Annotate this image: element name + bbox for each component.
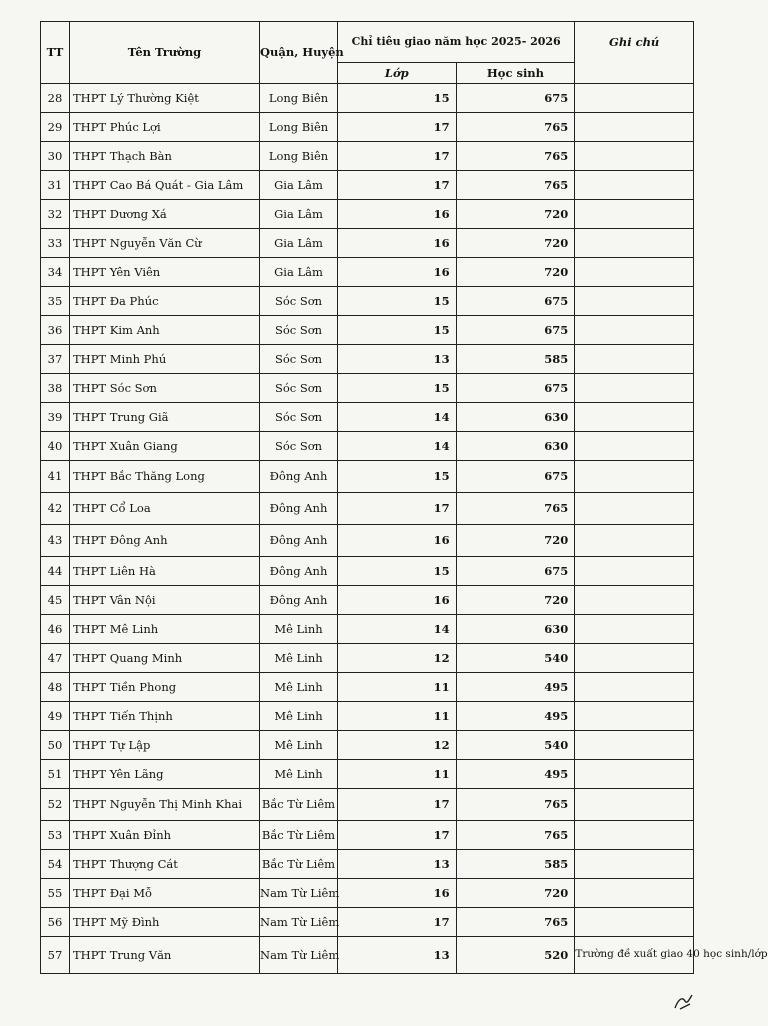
note	[575, 615, 694, 644]
school-name: THPT Kim Anh	[70, 316, 260, 345]
district: Gia Lâm	[260, 171, 338, 200]
row-number: 39	[41, 403, 70, 432]
table-row	[41, 461, 694, 493]
note	[575, 84, 694, 113]
district: Sóc Sơn	[260, 403, 338, 432]
note	[575, 821, 694, 850]
row-number: 29	[41, 113, 70, 142]
table-row	[41, 258, 694, 287]
row-number: 38	[41, 374, 70, 403]
note	[575, 525, 694, 557]
district: Long Biên	[260, 142, 338, 171]
table-row	[41, 908, 694, 937]
note	[575, 258, 694, 287]
note	[575, 586, 694, 615]
student-count: 720	[456, 229, 575, 258]
student-count: 495	[456, 702, 575, 731]
class-count: 13	[338, 345, 457, 374]
table-row	[41, 789, 694, 821]
table-row	[41, 171, 694, 200]
student-count: 765	[456, 789, 575, 821]
table-row	[41, 760, 694, 789]
school-name: THPT Dương Xá	[70, 200, 260, 229]
row-number: 57	[41, 937, 70, 974]
table-row	[41, 731, 694, 760]
student-count: 765	[456, 142, 575, 171]
student-count: 720	[456, 879, 575, 908]
table-body	[41, 84, 768, 974]
school-name: THPT Yên Viên	[70, 258, 260, 287]
class-count: 17	[338, 493, 457, 525]
header-classes: Lớp	[338, 63, 457, 84]
school-name: THPT Minh Phú	[70, 345, 260, 374]
table-row	[41, 403, 694, 432]
table-row	[41, 374, 694, 403]
district: Đông Anh	[260, 461, 338, 493]
row-number: 56	[41, 908, 70, 937]
table-row	[41, 702, 694, 731]
district: Nam Từ Liêm	[260, 937, 338, 974]
school-name: THPT Đại Mỗ	[70, 879, 260, 908]
school-name: THPT Đa Phúc	[70, 287, 260, 316]
class-count: 17	[338, 789, 457, 821]
class-count: 16	[338, 525, 457, 557]
student-count: 540	[456, 731, 575, 760]
student-count: 520	[456, 937, 575, 974]
student-count: 495	[456, 673, 575, 702]
school-name: THPT Cổ Loa	[70, 493, 260, 525]
student-count: 675	[456, 461, 575, 493]
class-count: 17	[338, 821, 457, 850]
district: Mê Linh	[260, 615, 338, 644]
note	[575, 760, 694, 789]
note	[575, 229, 694, 258]
district: Đông Anh	[260, 586, 338, 615]
note	[575, 644, 694, 673]
class-count: 14	[338, 432, 457, 461]
school-name: THPT Trung Giã	[70, 403, 260, 432]
table-row	[41, 644, 694, 673]
school-name: THPT Thạch Bàn	[70, 142, 260, 171]
row-number: 31	[41, 171, 70, 200]
note	[575, 702, 694, 731]
school-name: THPT Nguyễn Văn Cừ	[70, 229, 260, 258]
table-row	[41, 850, 694, 879]
table-row	[41, 84, 694, 113]
class-count: 16	[338, 879, 457, 908]
class-count: 17	[338, 113, 457, 142]
district: Sóc Sơn	[260, 374, 338, 403]
note	[575, 493, 694, 525]
class-count: 16	[338, 229, 457, 258]
district: Mê Linh	[260, 673, 338, 702]
note	[575, 287, 694, 316]
district: Gia Lâm	[260, 200, 338, 229]
school-quota-table	[40, 21, 768, 974]
table-row	[41, 937, 694, 974]
district: Bắc Từ Liêm	[260, 789, 338, 821]
row-number: 47	[41, 644, 70, 673]
class-count: 17	[338, 142, 457, 171]
class-count: 12	[338, 644, 457, 673]
school-name: THPT Quang Minh	[70, 644, 260, 673]
table-row	[41, 557, 694, 586]
note	[575, 345, 694, 374]
row-number: 54	[41, 850, 70, 879]
student-count: 540	[456, 644, 575, 673]
header-quota: Chỉ tiêu giao năm học 2025- 2026	[338, 22, 575, 63]
district: Sóc Sơn	[260, 345, 338, 374]
district: Sóc Sơn	[260, 432, 338, 461]
class-count: 17	[338, 908, 457, 937]
note	[575, 850, 694, 879]
note	[575, 731, 694, 760]
note	[575, 403, 694, 432]
district: Sóc Sơn	[260, 316, 338, 345]
row-number: 48	[41, 673, 70, 702]
header-students: Học sinh	[456, 63, 575, 84]
class-count: 17	[338, 171, 457, 200]
signature-mark	[672, 992, 694, 1012]
row-number: 53	[41, 821, 70, 850]
student-count: 765	[456, 171, 575, 200]
district: Nam Từ Liêm	[260, 879, 338, 908]
school-name: THPT Xuân Đỉnh	[70, 821, 260, 850]
row-number: 42	[41, 493, 70, 525]
district: Nam Từ Liêm	[260, 908, 338, 937]
note	[575, 673, 694, 702]
row-number: 51	[41, 760, 70, 789]
class-count: 15	[338, 84, 457, 113]
row-number: 44	[41, 557, 70, 586]
note	[575, 113, 694, 142]
class-count: 12	[338, 731, 457, 760]
row-number: 36	[41, 316, 70, 345]
table-row	[41, 879, 694, 908]
row-number: 30	[41, 142, 70, 171]
row-number: 41	[41, 461, 70, 493]
row-number: 32	[41, 200, 70, 229]
table-row	[41, 200, 694, 229]
student-count: 585	[456, 850, 575, 879]
note	[575, 908, 694, 937]
school-name: THPT Mê Linh	[70, 615, 260, 644]
district: Mê Linh	[260, 760, 338, 789]
row-number: 28	[41, 84, 70, 113]
table-row	[41, 229, 694, 258]
row-number: 34	[41, 258, 70, 287]
school-name: THPT Trung Văn	[70, 937, 260, 974]
table-row	[41, 615, 694, 644]
student-count: 675	[456, 287, 575, 316]
class-count: 16	[338, 586, 457, 615]
student-count: 630	[456, 403, 575, 432]
row-number: 46	[41, 615, 70, 644]
row-number: 52	[41, 789, 70, 821]
class-count: 14	[338, 403, 457, 432]
table-row	[41, 821, 694, 850]
table-row	[41, 493, 694, 525]
header-tt: TT	[41, 22, 70, 84]
class-count: 11	[338, 702, 457, 731]
note	[575, 171, 694, 200]
district: Mê Linh	[260, 731, 338, 760]
table-row	[41, 586, 694, 615]
table-row	[41, 525, 694, 557]
student-count: 495	[456, 760, 575, 789]
district: Sóc Sơn	[260, 287, 338, 316]
school-name: THPT Tự Lập	[70, 731, 260, 760]
school-name: THPT Sóc Sơn	[70, 374, 260, 403]
school-name: THPT Liên Hà	[70, 557, 260, 586]
note	[575, 200, 694, 229]
row-number: 45	[41, 586, 70, 615]
student-count: 765	[456, 908, 575, 937]
student-count: 720	[456, 200, 575, 229]
school-name: THPT Lý Thường Kiệt	[70, 84, 260, 113]
class-count: 16	[338, 258, 457, 287]
table-row	[41, 287, 694, 316]
header-school-name: Tên Trường	[70, 22, 260, 84]
student-count: 675	[456, 374, 575, 403]
row-number: 33	[41, 229, 70, 258]
class-count: 14	[338, 615, 457, 644]
district: Gia Lâm	[260, 258, 338, 287]
header-district: Quận, Huyện	[260, 22, 338, 84]
student-count: 675	[456, 557, 575, 586]
school-name: THPT Cao Bá Quát - Gia Lâm	[70, 171, 260, 200]
class-count: 15	[338, 461, 457, 493]
student-count: 720	[456, 586, 575, 615]
class-count: 11	[338, 673, 457, 702]
note	[575, 789, 694, 821]
district: Đông Anh	[260, 525, 338, 557]
district: Gia Lâm	[260, 229, 338, 258]
table-row	[41, 345, 694, 374]
note: Trường đề xuất giao 40 học sinh/lớp	[575, 937, 694, 974]
row-number: 49	[41, 702, 70, 731]
class-count: 13	[338, 850, 457, 879]
class-count: 16	[338, 200, 457, 229]
class-count: 15	[338, 287, 457, 316]
school-name: THPT Nguyễn Thị Minh Khai	[70, 789, 260, 821]
district: Bắc Từ Liêm	[260, 821, 338, 850]
table-row	[41, 113, 694, 142]
student-count: 765	[456, 821, 575, 850]
school-name: THPT Vân Nội	[70, 586, 260, 615]
school-name: THPT Yên Lãng	[70, 760, 260, 789]
student-count: 765	[456, 493, 575, 525]
school-name: THPT Thượng Cát	[70, 850, 260, 879]
note	[575, 374, 694, 403]
row-number: 50	[41, 731, 70, 760]
note	[575, 432, 694, 461]
district: Long Biên	[260, 84, 338, 113]
class-count: 13	[338, 937, 457, 974]
note	[575, 557, 694, 586]
class-count: 15	[338, 374, 457, 403]
student-count: 720	[456, 525, 575, 557]
student-count: 585	[456, 345, 575, 374]
note	[575, 879, 694, 908]
district: Đông Anh	[260, 557, 338, 586]
note	[575, 316, 694, 345]
table-row	[41, 432, 694, 461]
row-number: 43	[41, 525, 70, 557]
row-number: 55	[41, 879, 70, 908]
class-count: 11	[338, 760, 457, 789]
document-page	[40, 21, 768, 974]
school-name: THPT Phúc Lợi	[70, 113, 260, 142]
table-row	[41, 142, 694, 171]
school-name: THPT Bắc Thăng Long	[70, 461, 260, 493]
table-row	[41, 316, 694, 345]
student-count: 630	[456, 615, 575, 644]
table-row	[41, 673, 694, 702]
district: Đông Anh	[260, 493, 338, 525]
class-count: 15	[338, 557, 457, 586]
header-note: Ghi chú	[575, 22, 694, 84]
school-name: THPT Đông Anh	[70, 525, 260, 557]
row-number: 35	[41, 287, 70, 316]
school-name: THPT Xuân Giang	[70, 432, 260, 461]
district: Mê Linh	[260, 644, 338, 673]
district: Bắc Từ Liêm	[260, 850, 338, 879]
note	[575, 461, 694, 493]
student-count: 675	[456, 84, 575, 113]
school-name: THPT Tiến Thịnh	[70, 702, 260, 731]
district: Mê Linh	[260, 702, 338, 731]
school-name: THPT Tiền Phong	[70, 673, 260, 702]
student-count: 765	[456, 113, 575, 142]
class-count: 15	[338, 316, 457, 345]
note	[575, 142, 694, 171]
row-number: 40	[41, 432, 70, 461]
student-count: 630	[456, 432, 575, 461]
student-count: 675	[456, 316, 575, 345]
school-name: THPT Mỹ Đình	[70, 908, 260, 937]
row-number: 37	[41, 345, 70, 374]
district: Long Biên	[260, 113, 338, 142]
student-count: 720	[456, 258, 575, 287]
